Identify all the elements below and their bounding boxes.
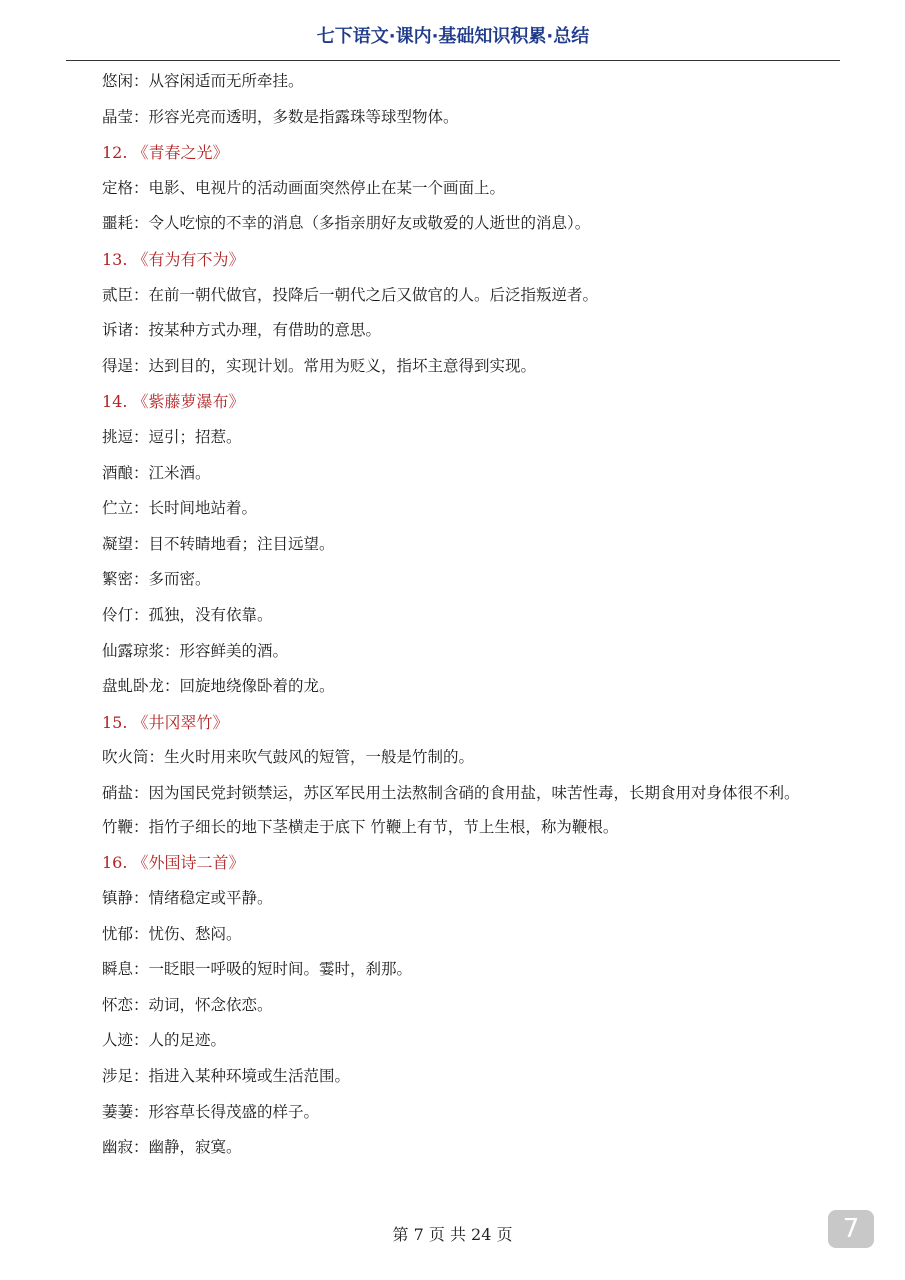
vocab-entry: 瞬息：一眨眼一呼吸的短时间。霎时，刹那。 xyxy=(102,960,413,979)
vocab-entry: 硝盐：因为国民党封锁禁运，苏区军民用土法熬制含硝的食用盐，味苦性毒，长期食用对身体很不利。 xyxy=(102,783,800,802)
vocab-entry: 噩耗：令人吃惊的不幸的消息（多指亲朋好友或敬爱的人逝世的消息）。 xyxy=(102,214,591,233)
section-heading: 12. 《青春之光》 xyxy=(102,143,229,163)
section-heading: 14. 《紫藤萝瀑布》 xyxy=(102,392,245,412)
vocab-entry: 晶莹：形容光亮而透明，多数是指露珠等球型物体。 xyxy=(102,107,459,126)
vocab-entry: 繁密：多而密。 xyxy=(102,570,211,589)
vocab-entry: 伫立：长时间地站着。 xyxy=(102,499,258,518)
page-header-title: 七下语文·课内·基础知识积累·总结 xyxy=(316,26,590,47)
section-heading: 16. 《外国诗二首》 xyxy=(102,853,245,873)
vocab-entry: 定格：电影、电视片的活动画面突然停止在某一个画面上。 xyxy=(102,178,506,197)
document-body xyxy=(66,64,842,1166)
vocab-entry: 贰臣：在前一朝代做官，投降后一朝代之后又做官的人。后泛指叛逆者。 xyxy=(102,285,599,304)
vocab-entry: 吹火筒：生火时用来吹气鼓风的短管，一般是竹制的。 xyxy=(102,748,475,767)
vocab-entry: 人迹：人的足迹。 xyxy=(102,1031,227,1050)
page-number-badge: 7 xyxy=(828,1210,874,1248)
vocab-entry: 悠闲：从容闲适而无所牵挂。 xyxy=(102,72,304,90)
vocab-entry: 镇静：情绪稳定或平静。 xyxy=(102,889,273,908)
page-footer: 第 7 页 共 24 页 xyxy=(392,1225,513,1244)
section-heading: 13. 《有为有不为》 xyxy=(102,249,245,269)
vocab-entry: 涉足：指进入某种环境或生活范围。 xyxy=(102,1067,351,1086)
vocab-entry: 萋萋：形容草长得茂盛的样子。 xyxy=(102,1102,320,1121)
vocab-entry: 竹鞭：指竹子细长的地下茎横走于底下 竹鞭上有节，节上生根，称为鞭根。 xyxy=(102,817,619,836)
section-heading: 15. 《井冈翠竹》 xyxy=(102,712,229,732)
vocab-entry: 凝望：目不转睛地看；注目远望。 xyxy=(102,534,335,553)
vocab-entry: 幽寂：幽静，寂寞。 xyxy=(102,1138,242,1157)
vocab-entry: 酒酿：江米酒。 xyxy=(102,463,211,482)
vocab-entry: 忧郁：忧伤、愁闷。 xyxy=(102,924,242,943)
vocab-entry: 怀恋：动词，怀念依恋。 xyxy=(102,995,273,1014)
header-divider xyxy=(66,60,840,61)
vocab-entry: 伶仃：孤独，没有依靠。 xyxy=(102,605,273,624)
vocab-entry: 仙露琼浆：形容鲜美的酒。 xyxy=(102,641,289,660)
vocab-entry: 得逞：达到目的，实现计划。常用为贬义，指坏主意得到实现。 xyxy=(102,356,537,375)
vocab-entry: 挑逗：逗引；招惹。 xyxy=(102,427,242,446)
vocab-entry: 盘虬卧龙：回旋地绕像卧着的龙。 xyxy=(102,677,335,696)
vocab-entry: 诉诸：按某种方式办理，有借助的意思。 xyxy=(102,321,382,340)
